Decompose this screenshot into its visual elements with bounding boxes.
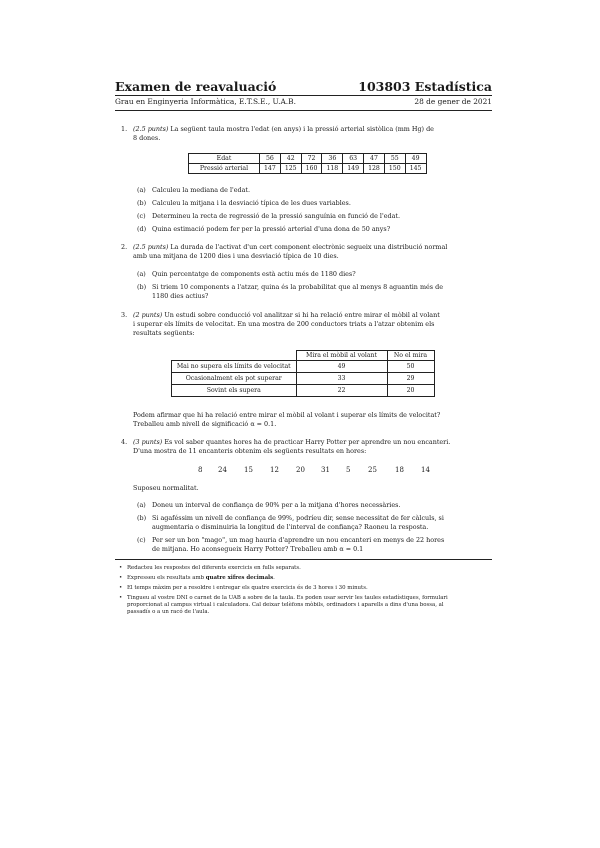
q4-line-1 <box>133 438 450 447</box>
q2-points: (2.5 punts) <box>133 243 169 251</box>
q2-item-label: (b) <box>137 283 147 291</box>
sample-value: 25 <box>368 466 377 474</box>
note-text-post: . <box>273 575 275 581</box>
q1-cell: 36 <box>322 154 343 164</box>
q3-row-label: Sovint els supera <box>172 385 297 397</box>
q1-item-text: Determineu la recta de regressió de la pressió sanguínia en funció de l'edat. <box>152 212 400 220</box>
q1-cell: 150 <box>384 164 405 174</box>
q3-line-2: i superar els límits de velocitat. En una mostra de 200 conductors triats a l'atzar obtenim els <box>133 320 435 328</box>
q2-line-2: amb una mitjana de 1200 dies i una desviació típica de 10 dies. <box>133 252 339 260</box>
q3-cell: 50 <box>387 361 434 373</box>
q1-text-1: La següent taula mostra l'edat (en anys) i la pressió arterial sistòlica (mm Hg) de <box>170 125 434 133</box>
q3-line-1 <box>133 311 440 320</box>
q3-after-1: Podem afirmar que hi ha relació entre mirar el mòbil al volant i superar els límits de velocitat? <box>133 411 441 419</box>
q2-text-1: La durada de l'activat d'un cert component electrònic segueix una distribució normal <box>170 243 448 251</box>
q1-points: (2.5 punts) <box>133 125 169 133</box>
q1-item-label: (d) <box>137 225 147 233</box>
q1-cell: 63 <box>343 154 364 164</box>
q4-item-text: Si agaféssim un nivell de confiança de 99%, podríeu dir, sense necessitat de fer càlculs, si <box>152 514 444 522</box>
q1-cell: 56 <box>260 154 281 164</box>
header-rule-bottom <box>115 110 492 111</box>
q1-cell: 118 <box>322 164 343 174</box>
sample-value: 8 <box>198 466 203 474</box>
q1-cell: 128 <box>364 164 385 174</box>
notes-rule <box>115 559 492 560</box>
q3-number: 3. <box>121 311 128 319</box>
q4-item-text-cont: augmentaria o disminuiria la longitud de l'interval de confiança? Raoneu la resposta. <box>152 523 429 531</box>
q3-points: (2 punts) <box>133 311 163 319</box>
q4-item-text-cont: de mitjana. Ho aconsegueix Harry Potter? Treballeu amb α = 0.1 <box>152 545 364 553</box>
q1-item-text: Quina estimació podem fer per la pressió arterial d'una dona de 50 anys? <box>152 225 391 233</box>
sample-value: 31 <box>321 466 330 474</box>
sample-value: 14 <box>421 466 430 474</box>
bullet-icon: • <box>119 575 123 581</box>
q1-row1-label: Edat <box>189 154 260 164</box>
q2-item-text: Si triem 10 components a l'atzar, quina és la probabilitat que al menys 8 aguantin més de <box>152 283 443 291</box>
exam-title: Examen de reavaluació <box>115 79 277 94</box>
header <box>115 79 492 95</box>
q4-line-2: D'una mostra de 11 encanteris obtenim els següents resultats en hores: <box>133 447 367 455</box>
header-rule-top <box>115 95 492 96</box>
degree-line: Grau en Enginyeria Informàtica, E.T.S.E., U.A.B. <box>115 97 296 106</box>
q1-item-label: (b) <box>137 199 147 207</box>
sample-value: 12 <box>270 466 279 474</box>
q1-item-label: (c) <box>137 212 146 220</box>
sample-value: 15 <box>244 466 253 474</box>
q2-item-text: Quin percentatge de components està actiu més de 1180 dies? <box>152 270 356 278</box>
q3-cell: 49 <box>296 361 387 373</box>
q4-sample-values <box>198 466 438 476</box>
note-text: Tingueu al vostre DNI o carnet de la UAB a sobre de la taula. Es poden usar servir les taules estadístiques, formulari <box>127 595 448 601</box>
q1-line-2: 8 dones. <box>133 134 161 142</box>
q1-cell: 72 <box>301 154 322 164</box>
q3-corner <box>172 351 297 361</box>
q3-cell: 20 <box>387 385 434 397</box>
q3-contingency-table <box>171 350 435 397</box>
q2-number: 2. <box>121 243 128 251</box>
q1-line-1 <box>133 125 434 134</box>
q2-item-text-cont: 1180 dies actius? <box>152 292 209 300</box>
q3-cell: 29 <box>387 373 434 385</box>
q3-text-1: Un estudi sobre conducció vol analitzar si hi ha relació entre mirar el mòbil al volant <box>164 311 440 319</box>
q4-item-label: (a) <box>137 501 146 509</box>
q3-cell: 22 <box>296 385 387 397</box>
sample-value: 18 <box>395 466 404 474</box>
q1-cell: 47 <box>364 154 385 164</box>
q4-item-label: (b) <box>137 514 147 522</box>
q3-col-header: No el mira <box>387 351 434 361</box>
q4-number: 4. <box>121 438 128 446</box>
q1-cell: 149 <box>343 164 364 174</box>
q1-cell: 147 <box>260 164 281 174</box>
q1-item-text: Calculeu la mediana de l'edat. <box>152 186 251 194</box>
q3-line-3: resultats següents: <box>133 329 195 337</box>
course-code: 103803 Estadística <box>358 79 492 94</box>
q4-item-text: Per ser un bon "mago", un mag hauria d'aprendre un nou encanteri en menys de 22 hores <box>152 536 445 544</box>
q1-row2-label: Pressió arterial <box>189 164 260 174</box>
q1-cell: 160 <box>301 164 322 174</box>
q1-item-label: (a) <box>137 186 146 194</box>
exam-date: 28 de gener de 2021 <box>414 97 492 106</box>
bullet-icon: • <box>119 595 123 601</box>
note-text-bold: quatre xifres decimals <box>205 575 274 581</box>
q1-number: 1. <box>121 125 128 133</box>
q4-suppose: Suposeu normalitat. <box>133 484 199 492</box>
q3-after-2: Treballeu amb nivell de significació α = 0.1. <box>133 420 277 428</box>
sample-value: 20 <box>296 466 305 474</box>
q4-text-1: Es vol saber quantes hores ha de practicar Harry Potter per aprendre un nou encanteri. <box>164 438 451 446</box>
q1-data-table <box>188 153 427 174</box>
q1-item-text: Calculeu la mitjana i la desviació típica de les dues variables. <box>152 199 351 207</box>
sample-value: 24 <box>218 466 227 474</box>
header-sub <box>115 97 492 109</box>
note-text: El temps màxim per a resoldre i entregar els quatre exercicis és de 3 hores i 30 minuts. <box>127 585 368 591</box>
note-text <box>127 575 275 582</box>
sample-value: 5 <box>346 466 351 474</box>
q1-cell: 49 <box>405 154 426 164</box>
q3-row-label: Mai no supera els límits de velocitat <box>172 361 297 373</box>
bullet-icon: • <box>119 565 123 571</box>
q4-points: (3 punts) <box>133 438 163 446</box>
q1-cell: 145 <box>405 164 426 174</box>
note-text-cont: passadís o a un racó de l'aula. <box>127 609 210 615</box>
bullet-icon: • <box>119 585 123 591</box>
q2-item-label: (a) <box>137 270 146 278</box>
q1-cell: 125 <box>280 164 301 174</box>
q4-item-text: Doneu un interval de confiança de 90% per a la mitjana d'hores necessàries. <box>152 501 401 509</box>
note-text-cont: proporcionat al campus virtual i calculadora. Cal deixar telèfons mòbils, ordinadors i aparells a dins d'una bossa, al <box>127 602 444 608</box>
q4-item-label: (c) <box>137 536 146 544</box>
q3-row-label: Ocasionalment els pot superar <box>172 373 297 385</box>
q3-cell: 33 <box>296 373 387 385</box>
q1-cell: 55 <box>384 154 405 164</box>
q3-col-header: Mira el mòbil al volant <box>296 351 387 361</box>
q1-cell: 42 <box>280 154 301 164</box>
q2-line-1 <box>133 243 447 252</box>
note-text: Redacteu les respostes del diferents exercicis en fulls separats. <box>127 565 301 571</box>
note-text-pre: Expresseu els resultats amb <box>127 575 206 581</box>
